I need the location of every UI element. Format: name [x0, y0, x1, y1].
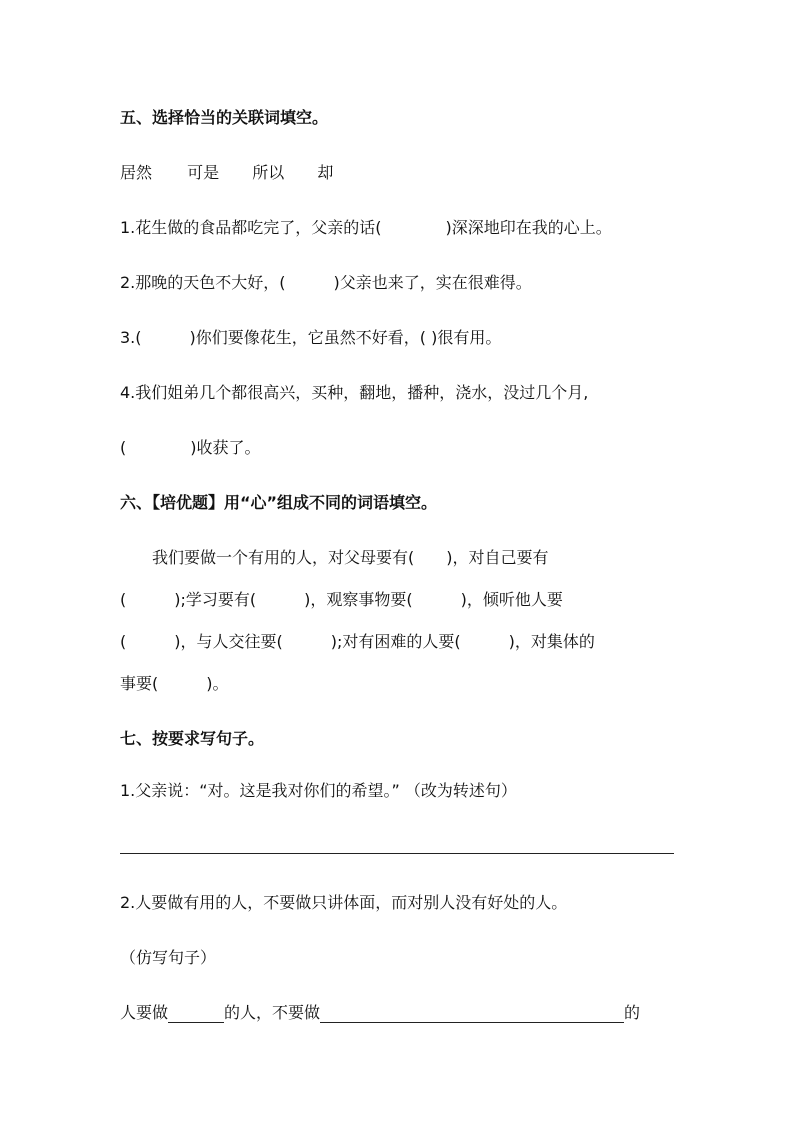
question-7-1: 1.父亲说：“对。这是我对你们的希望。” （改为转述句） — [120, 781, 517, 800]
question-5-1: 1.花生做的食品都吃完了，父亲的话( )深深地印在我的心上。 — [120, 218, 612, 237]
blank-short[interactable] — [168, 1004, 224, 1023]
question-5-3: 3.( )你们要像花生，它虽然不好看，( )很有用。 — [120, 328, 502, 347]
question-5-4: 4.我们姐弟几个都很高兴，买种，翻地，播种，浇水，没过几个月, — [120, 383, 589, 402]
question-5-4-continued: ( )收获了。 — [120, 438, 261, 457]
choice-word: 所以 — [252, 163, 285, 182]
imitation-line: 人要做 的人，不要做 的 — [120, 1003, 641, 1022]
paragraph-line: ( )，与人交往要( );对有困难的人要( )，对集体的 — [120, 632, 595, 651]
choice-word: 居然 — [120, 163, 153, 182]
question-7-2: 2.人要做有用的人，不要做只讲体面，而对别人没有好处的人。 — [120, 893, 568, 912]
paragraph-line: ( );学习要有( )，观察事物要( )，倾听他人要 — [120, 590, 563, 609]
choice-word: 可是 — [187, 163, 220, 182]
blank-long[interactable] — [320, 1004, 624, 1023]
question-7-2-note: （仿写句子） — [120, 948, 217, 967]
connective-choices — [120, 163, 333, 183]
question-5-2: 2.那晚的天色不大好，( )父亲也来了，实在很难得。 — [120, 273, 532, 292]
paragraph-line: 事要( )。 — [120, 674, 229, 693]
section7-title: 七、按要求写句子。 — [120, 729, 265, 748]
section6-title: 六、【培优题】用“心”组成不同的词语填空。 — [120, 493, 438, 512]
section5-title: 五、选择恰当的关联词填空。 — [120, 108, 329, 127]
answer-line[interactable] — [120, 853, 674, 854]
choice-word: 却 — [317, 163, 334, 182]
paragraph-line: 我们要做一个有用的人，对父母要有( )，对自己要有 — [120, 548, 549, 567]
